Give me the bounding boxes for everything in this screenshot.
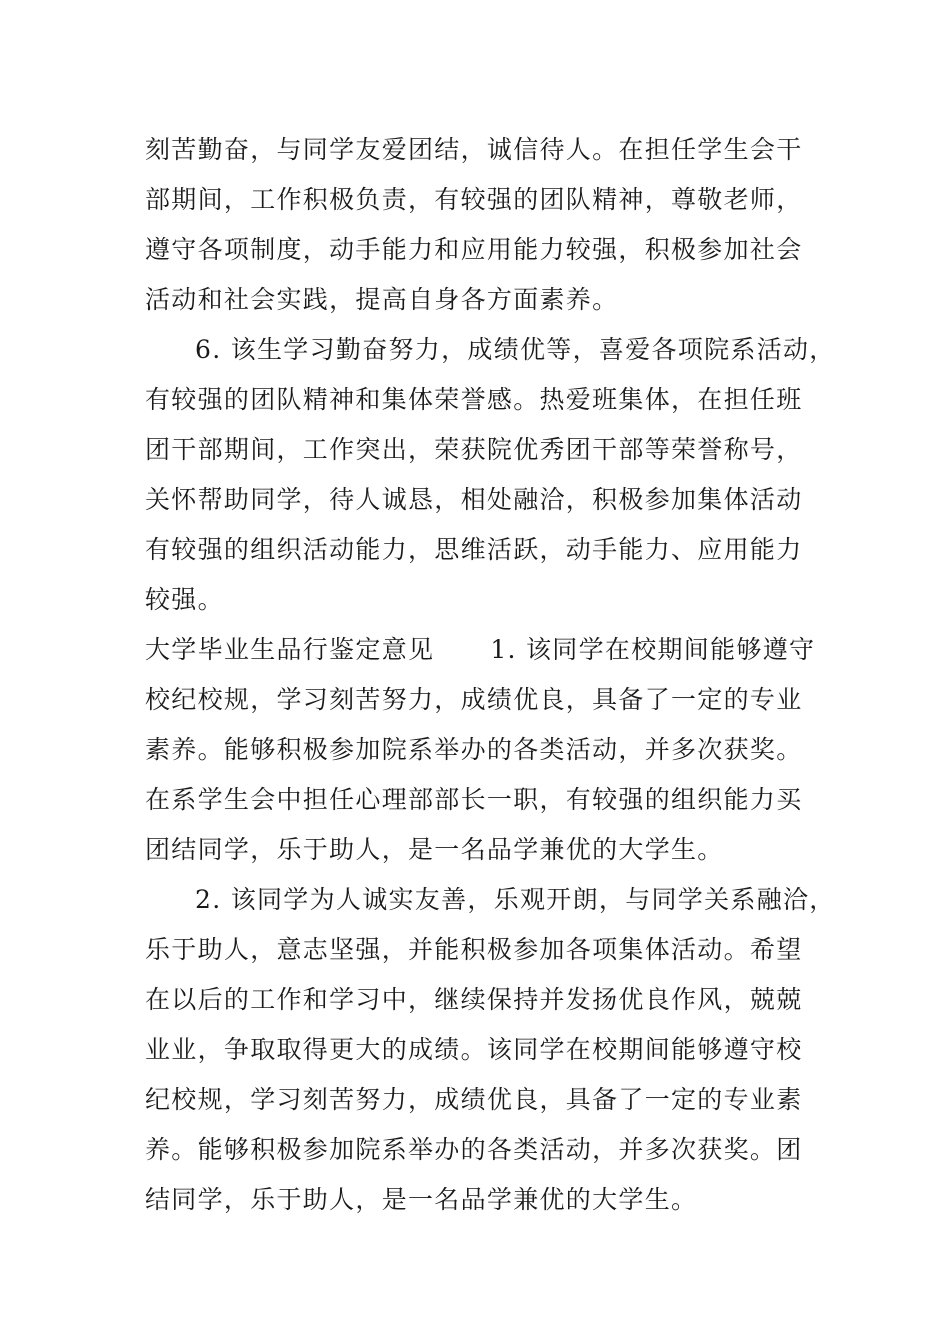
paragraph-line: 关怀帮助同学，待人诚恳，相处融洽，积极参加集体活动 bbox=[145, 485, 803, 514]
paragraph-line: 在系学生会中担任心理部部长一职，有较强的组织能力买 bbox=[145, 785, 803, 814]
paragraph-line: 1. 该同学在校期间能够遵守 bbox=[490, 635, 816, 664]
paragraph-line: 有较强的团队精神和集体荣誉感。热爱班集体，在担任班 bbox=[145, 385, 803, 414]
section-heading-line bbox=[145, 625, 845, 675]
paragraph-line: 养。能够积极参加院系举办的各类活动，并多次获奖。团 bbox=[145, 1135, 803, 1164]
paragraph-line: 活动和社会实践，提高自身各方面素养。 bbox=[145, 285, 619, 314]
paragraph-line: 6. 该生学习勤奋努力，成绩优等，喜爱各项院系活动， bbox=[195, 335, 836, 364]
paragraph-line: 在以后的工作和学习中，继续保持并发扬优良作风，兢兢 bbox=[145, 985, 803, 1014]
paragraph-line: 刻苦勤奋，与同学友爱团结，诚信待人。在担任学生会干 bbox=[145, 135, 803, 164]
paragraph-line: 素养。能够积极参加院系举办的各类活动，并多次获奖。 bbox=[145, 735, 803, 764]
paragraph-line: 乐于助人，意志坚强，并能积极参加各项集体活动。希望 bbox=[145, 935, 803, 964]
paragraph-line: 较强。 bbox=[145, 585, 224, 614]
paragraph-line: 有较强的组织活动能力，思维活跃，动手能力、应用能力 bbox=[145, 535, 803, 564]
paragraph-line: 纪校规，学习刻苦努力，成绩优良，具备了一定的专业素 bbox=[145, 1085, 803, 1114]
paragraph-line: 遵守各项制度，动手能力和应用能力较强，积极参加社会 bbox=[145, 235, 803, 264]
paragraph-line: 结同学，乐于助人，是一名品学兼优的大学生。 bbox=[145, 1185, 698, 1214]
paragraph-line: 业业，争取取得更大的成绩。该同学在校期间能够遵守校 bbox=[145, 1035, 803, 1064]
paragraph-line: 2. 该同学为人诚实友善，乐观开朗，与同学关系融洽， bbox=[195, 885, 836, 914]
document-body bbox=[145, 125, 845, 1225]
paragraph-line: 团结同学，乐于助人，是一名品学兼优的大学生。 bbox=[145, 835, 724, 864]
paragraph-line: 部期间，工作积极负责，有较强的团队精神，尊敬老师， bbox=[145, 185, 803, 214]
paragraph-line: 团干部期间，工作突出，荣获院优秀团干部等荣誉称号， bbox=[145, 435, 803, 464]
section-heading: 大学毕业生品行鉴定意见 bbox=[145, 635, 435, 664]
paragraph-line: 校纪校规，学习刻苦努力，成绩优良，具备了一定的专业 bbox=[145, 685, 803, 714]
